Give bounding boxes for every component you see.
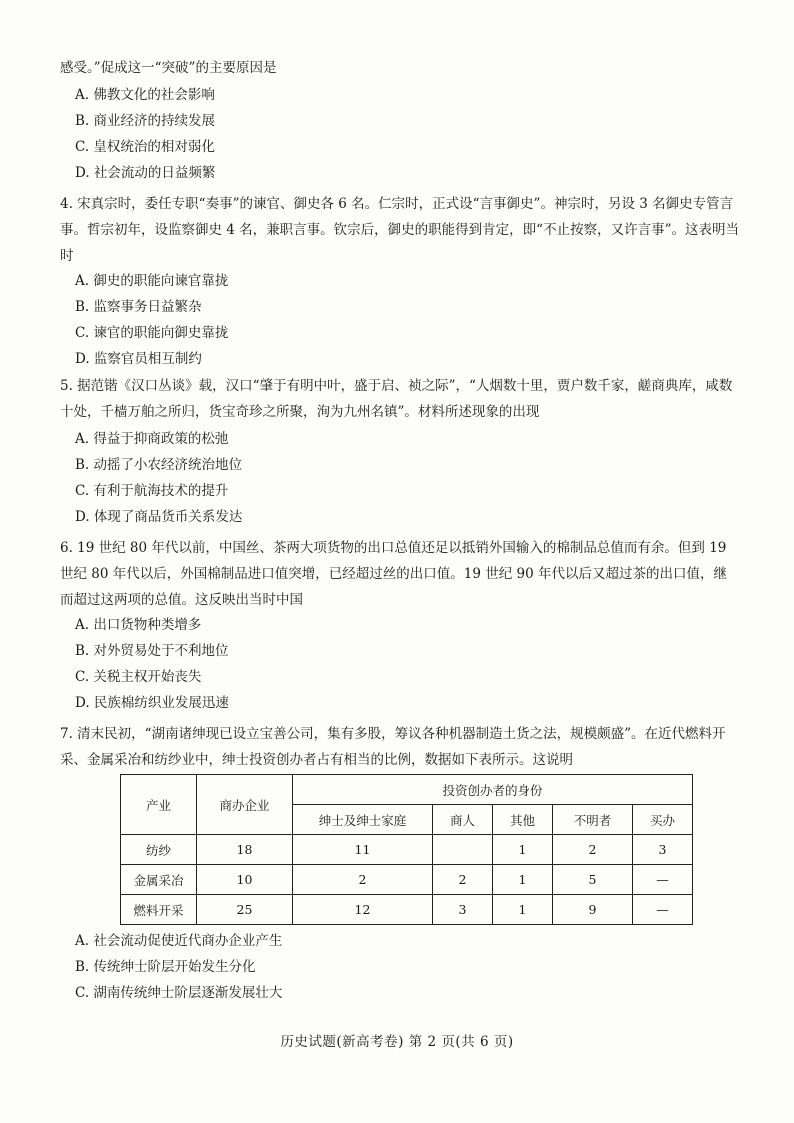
table-cell: 1 bbox=[493, 865, 553, 895]
table-cell: 12 bbox=[293, 895, 433, 925]
q3-option-d: D. 社会流动的日益频繁 bbox=[75, 165, 216, 181]
table-row bbox=[121, 835, 693, 865]
q6-option-d: D. 民族棉纺织业发展迅速 bbox=[75, 695, 229, 711]
row-industry: 金属采冶 bbox=[121, 865, 197, 895]
subheader-other: 其他 bbox=[493, 805, 553, 835]
q5-option-c: C. 有利于航海技术的提升 bbox=[75, 483, 229, 499]
subheader-unknown: 不明者 bbox=[553, 805, 633, 835]
q5-option-d: D. 体现了商品货币关系发达 bbox=[75, 509, 243, 525]
table-cell: 3 bbox=[633, 835, 693, 865]
table-cell bbox=[433, 835, 493, 865]
investor-identity-table bbox=[120, 774, 693, 925]
table-cell: 11 bbox=[293, 835, 433, 865]
q3-option-b: B. 商业经济的持续发展 bbox=[75, 113, 216, 129]
q6-option-b: B. 对外贸易处于不利地位 bbox=[75, 643, 229, 659]
table-row bbox=[121, 865, 693, 895]
table-cell: 18 bbox=[197, 835, 293, 865]
q6-option-c: C. 关税主权开始丧失 bbox=[75, 669, 202, 685]
subheader-comprador: 买办 bbox=[633, 805, 693, 835]
q3-option-a: A. 佛教文化的社会影响 bbox=[75, 87, 215, 103]
subheader-gentry: 绅士及绅士家庭 bbox=[293, 805, 433, 835]
table-cell: — bbox=[633, 865, 693, 895]
row-industry: 纺纱 bbox=[121, 835, 197, 865]
table-cell: 2 bbox=[433, 865, 493, 895]
row-industry: 燃料开采 bbox=[121, 895, 197, 925]
q6-option-a: A. 出口货物种类增多 bbox=[75, 617, 202, 633]
table-cell: 10 bbox=[197, 865, 293, 895]
table-header-row bbox=[121, 775, 693, 805]
table-cell: 2 bbox=[553, 835, 633, 865]
table-cell: 1 bbox=[493, 895, 553, 925]
q3-stem-tail: 感受。”促成这一“突破”的主要原因是 bbox=[60, 60, 277, 76]
table-cell: 2 bbox=[293, 865, 433, 895]
header-industry: 产业 bbox=[121, 775, 197, 835]
q4-option-d: D. 监察官员相互制约 bbox=[75, 351, 202, 367]
q4-option-a: A. 御史的职能向谏官靠拢 bbox=[75, 273, 229, 289]
q7-option-b: B. 传统绅士阶层开始发生分化 bbox=[75, 959, 256, 975]
q3-option-c: C. 皇权统治的相对弱化 bbox=[75, 139, 215, 155]
subheader-merchant: 商人 bbox=[433, 805, 493, 835]
table-cell: 1 bbox=[493, 835, 553, 865]
q5-option-a: A. 得益于抑商政策的松弛 bbox=[75, 431, 229, 447]
table-cell: 3 bbox=[433, 895, 493, 925]
table-cell: 5 bbox=[553, 865, 633, 895]
header-investor-identity: 投资创办者的身份 bbox=[293, 775, 693, 805]
q7-stem: 7. 清末民初，“湖南诸绅现已设立宝善公司，集有多股，筹议各种机器制造土货之法，规模颇盛”。在近代燃料开采、金属采冶和纺纱业中，绅士投资创办者占有相当的比例，数据如下表所示。这说明 bbox=[60, 726, 726, 768]
table-cell: — bbox=[633, 895, 693, 925]
page-footer: 历史试题(新高考卷) 第 2 页(共 6 页) bbox=[280, 1034, 514, 1050]
table-row bbox=[121, 895, 693, 925]
table-cell: 25 bbox=[197, 895, 293, 925]
q5-option-b: B. 动摇了小农经济统治地位 bbox=[75, 457, 243, 473]
q7-option-c: C. 湖南传统绅士阶层逐渐发展壮大 bbox=[75, 985, 283, 1001]
q5-stem: 5. 据范锴《汉口丛谈》载，汉口“肇于有明中叶，盛于启、祯之际”，“人烟数十里，贾户数千家，鹾商典库，咸数十处，千樯万舶之所归，货宝奇珍之所聚，洵为九州名镇”。材料所述现象的出现 bbox=[60, 378, 733, 420]
q7-option-a: A. 社会流动促使近代商办企业产生 bbox=[75, 933, 283, 949]
table-cell: 9 bbox=[553, 895, 633, 925]
q4-option-c: C. 谏官的职能向御史靠拢 bbox=[75, 325, 229, 341]
q4-option-b: B. 监察事务日益繁杂 bbox=[75, 299, 202, 315]
header-total: 商办企业 bbox=[197, 775, 293, 835]
q4-stem: 4. 宋真宗时，委任专职“奏事”的谏官、御史各 6 名。仁宗时，正式设“言事御史”。神宗时，另设 3 名御史专管言事。哲宗初年，设监察御史 4 名，兼职言事。钦宗后，御史的职能得到肯定，即“不止按察，又许言事”。这表明当时 bbox=[60, 196, 739, 264]
q6-stem: 6. 19 世纪 80 年代以前，中国丝、茶两大项货物的出口总值还足以抵销外国输入的棉制品总值而有余。但到 19 世纪 80 年代以后，外国棉制品进口值突增，已经超过丝的出口值。19 世纪 90 年代以后又超过茶的出口值，继而超过这两项的总值。这反映出当时中国 bbox=[60, 540, 727, 608]
